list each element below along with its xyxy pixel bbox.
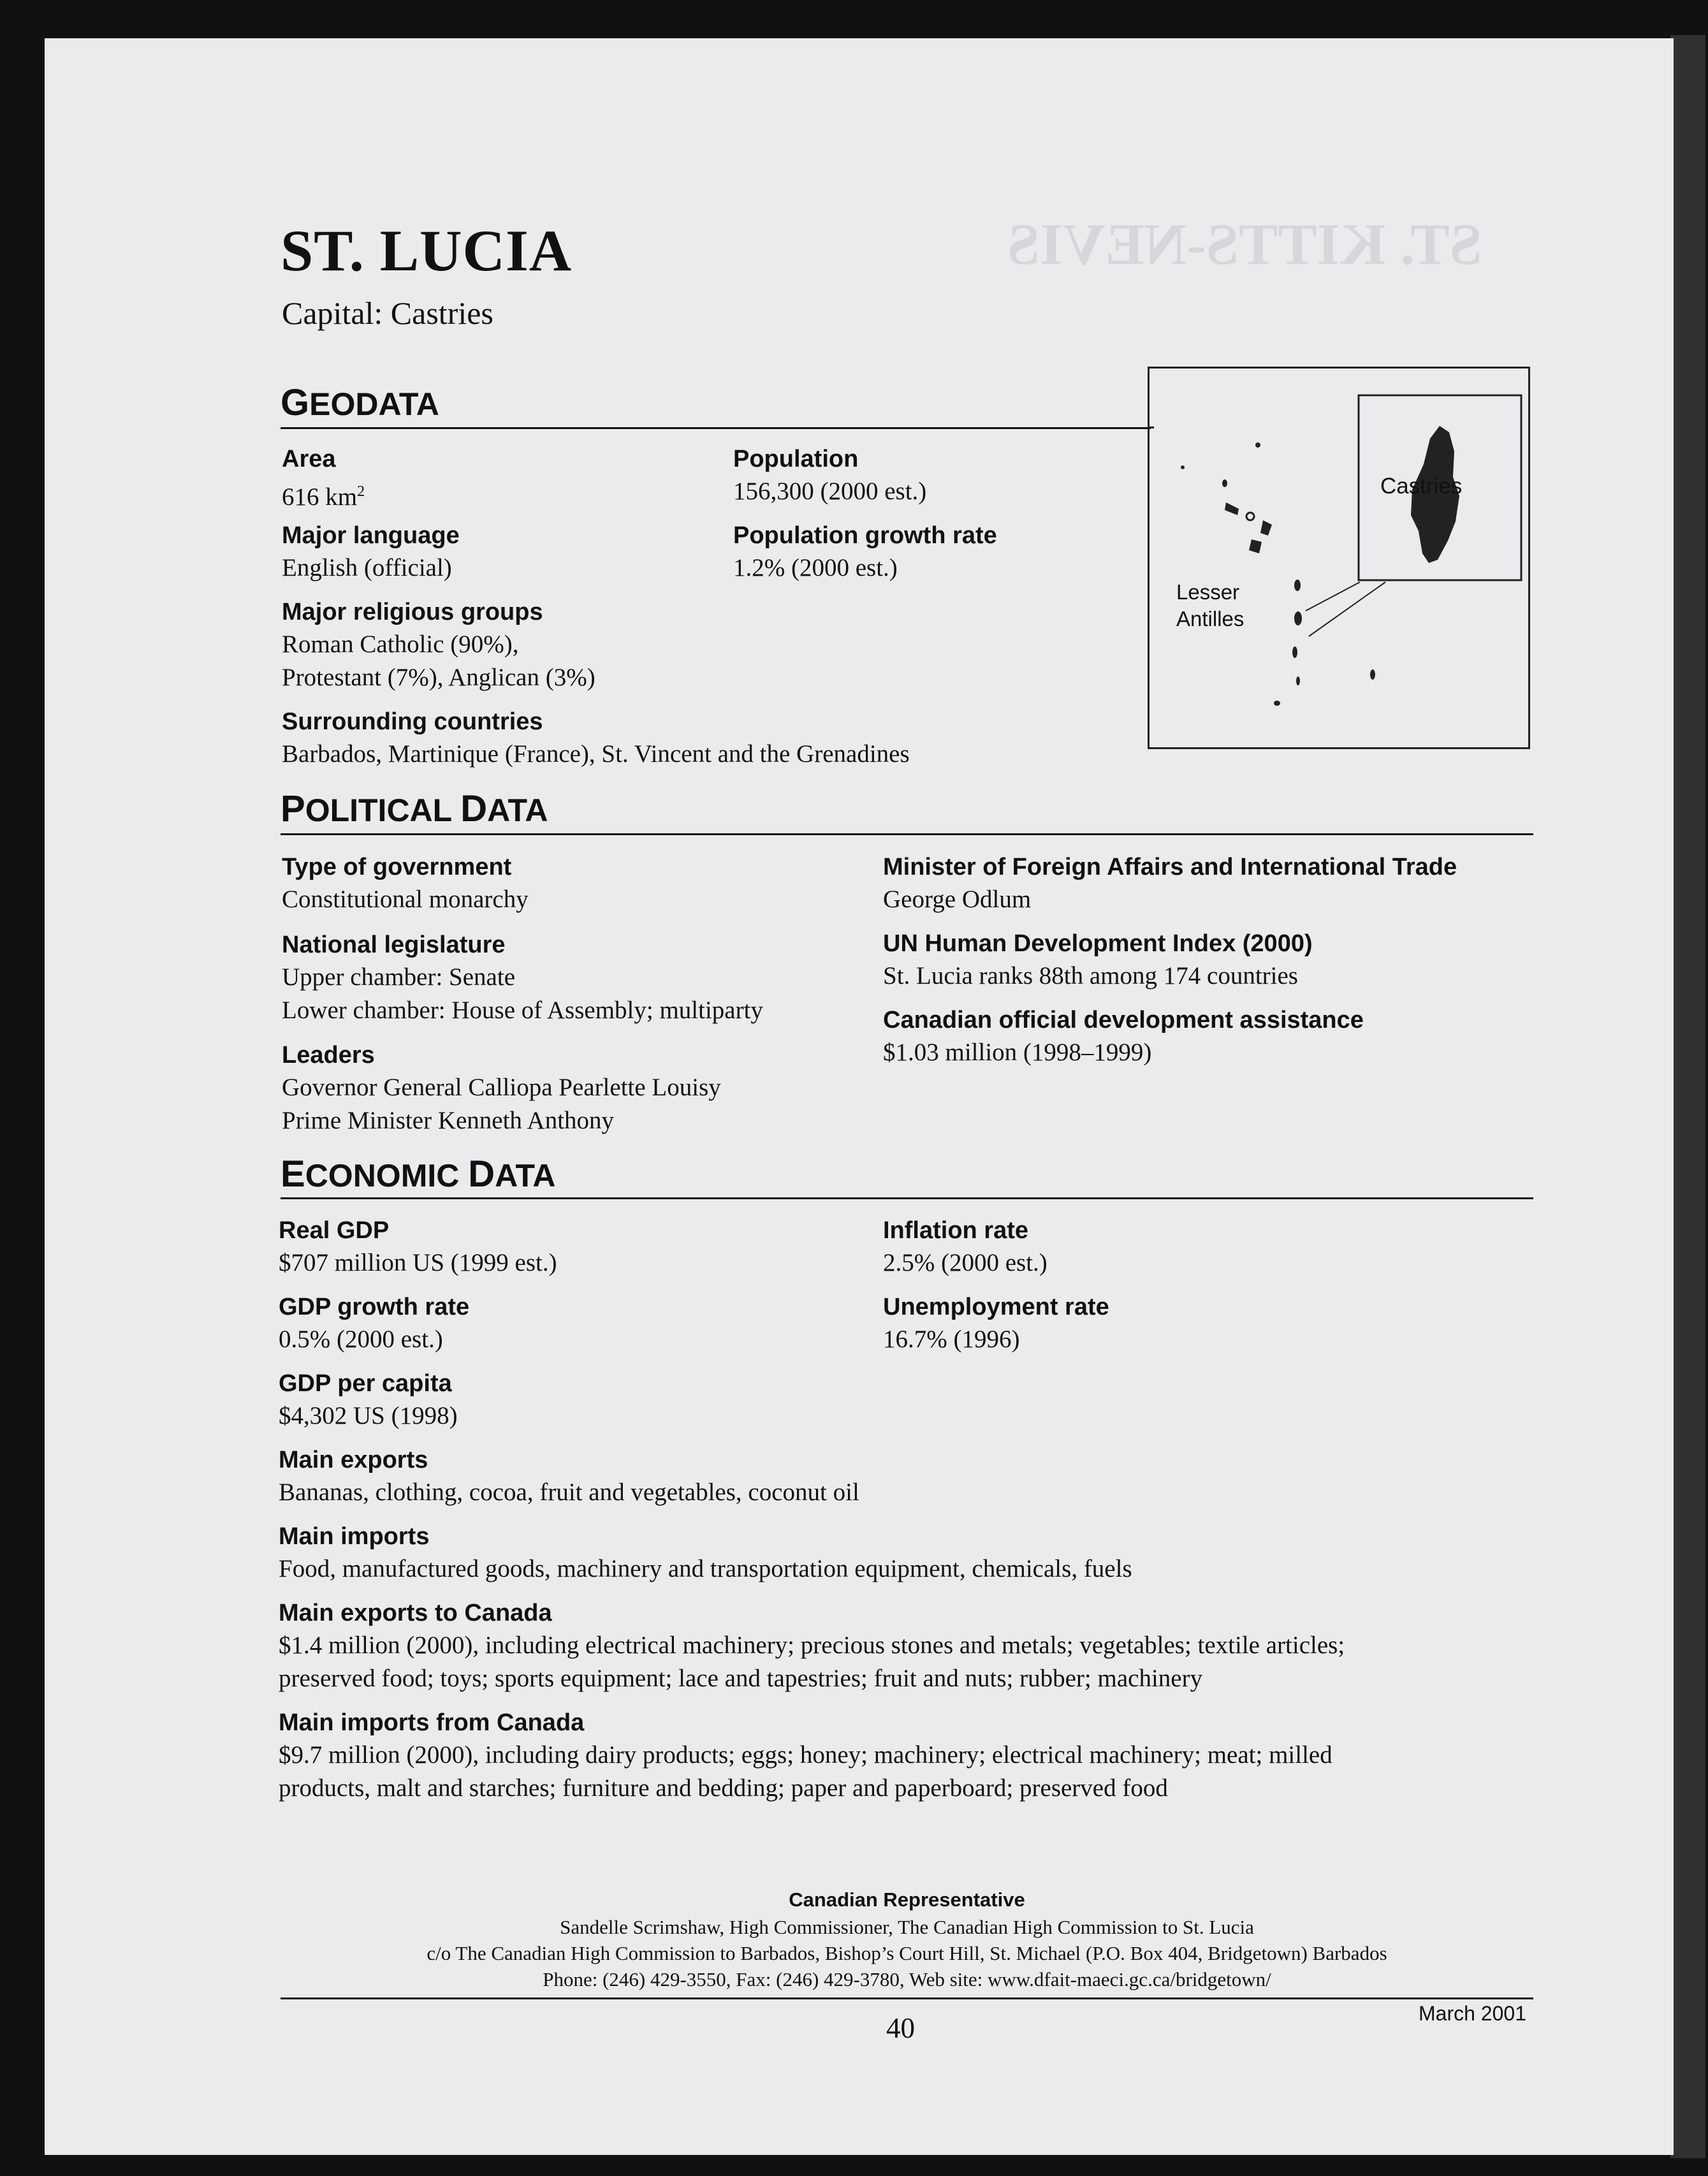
- surrounding-label: Surrounding countries: [282, 708, 543, 735]
- map-graphic: [1150, 369, 1528, 747]
- religion-field: [282, 596, 595, 694]
- exports-canada-field: [279, 1597, 1345, 1695]
- island-dot: [1370, 669, 1375, 680]
- island-dot: [1296, 676, 1300, 685]
- representative-heading: Canadian Representative: [789, 1888, 1025, 1911]
- pointer-line-2: [1309, 582, 1385, 636]
- gdp-capita-field: [279, 1368, 458, 1433]
- island-dot: [1181, 465, 1185, 469]
- hdi-value: St. Lucia ranks 88th among 174 countries: [883, 962, 1298, 989]
- population-label: Population: [733, 446, 859, 472]
- real-gdp-label: Real GDP: [279, 1217, 390, 1244]
- political-heading: POLITICAL DATA: [281, 788, 548, 829]
- unemployment-label: Unemployment rate: [883, 1294, 1109, 1320]
- growth-label: Population growth rate: [733, 522, 997, 549]
- inflation-label: Inflation rate: [883, 1217, 1029, 1244]
- religion-value-1: Roman Catholic (90%),: [282, 631, 519, 658]
- island-dot: [1294, 580, 1301, 591]
- geodata-rule: [281, 427, 1151, 429]
- footer-date: March 2001: [1419, 2002, 1526, 2025]
- gdp-capita-label: GDP per capita: [279, 1370, 452, 1397]
- imports-canada-value-2: products, malt and starches; furniture and bedding; paper and paperboard; preserved food: [279, 1774, 1168, 1802]
- oda-value: $1.03 million (1998–1999): [883, 1039, 1152, 1066]
- minister-label: Minister of Foreign Affairs and International Trade: [883, 854, 1457, 880]
- representative-line-1: Sandelle Scrimshaw, High Commissioner, The Canadian High Commission to St. Lucia: [560, 1916, 1254, 1938]
- country-title: ST. LUCIA: [281, 218, 573, 283]
- growth-field: [733, 520, 997, 585]
- exports-canada-value-1: $1.4 million (2000), including electrical machinery; precious stones and metals; vegetables; textile articles;: [279, 1632, 1345, 1659]
- hdi-label: UN Human Development Index (2000): [883, 930, 1313, 957]
- unemployment-field: [883, 1291, 1109, 1356]
- legislature-field: [282, 929, 763, 1027]
- religion-label: Major religious groups: [282, 599, 543, 625]
- legislature-value-1: Upper chamber: Senate: [282, 963, 516, 991]
- leaders-value-2: Prime Minister Kenneth Anthony: [282, 1107, 615, 1134]
- island-dot: [1292, 646, 1297, 658]
- imports-value: Food, manufactured goods, machinery and transportation equipment, chemicals, fuels: [279, 1555, 1132, 1582]
- gdp-growth-field: [279, 1291, 469, 1356]
- gdp-growth-value: 0.5% (2000 est.): [279, 1325, 443, 1353]
- island-dot: [1260, 520, 1272, 536]
- imports-canada-field: [279, 1707, 1332, 1805]
- oda-label: Canadian official development assistance: [883, 1007, 1364, 1033]
- exports-canada-value-2: preserved food; toys; sports equipment; lace and tapestries; fruit and nuts; rubber; machinery: [279, 1665, 1203, 1692]
- government-field: [282, 851, 529, 916]
- economic-heading: ECONOMIC DATA: [281, 1153, 556, 1195]
- inflation-field: [883, 1215, 1047, 1280]
- imports-canada-label: Main imports from Canada: [279, 1709, 585, 1736]
- oda-field: [883, 1004, 1364, 1069]
- area-field: [282, 443, 365, 514]
- political-rule: [281, 833, 1533, 835]
- hdi-field: [883, 928, 1313, 993]
- legislature-value-2: Lower chamber: House of Assembly; multiparty: [282, 997, 763, 1024]
- gdp-growth-label: GDP growth rate: [279, 1294, 470, 1320]
- imports-field: [279, 1521, 1132, 1586]
- exports-value: Bananas, clothing, cocoa, fruit and vegetables, coconut oil: [279, 1479, 859, 1506]
- unemployment-value: 16.7% (1996): [883, 1325, 1020, 1353]
- religion-value-2: Protestant (7%), Anglican (3%): [282, 664, 595, 691]
- island-dot: [1274, 701, 1280, 706]
- surrounding-field: [282, 706, 910, 771]
- footer-rule: [281, 1997, 1533, 1999]
- reverse-page-show-through: ST. KITTS-NEVIS: [1007, 212, 1482, 277]
- government-value: Constitutional monarchy: [282, 886, 529, 913]
- language-value: English (official): [282, 554, 452, 581]
- map-capital-label: Castries: [1380, 474, 1463, 499]
- leaders-field: [282, 1039, 721, 1137]
- map-region-label: Lesser Antilles: [1176, 580, 1245, 631]
- island-dot: [1246, 513, 1254, 520]
- economic-rule: [281, 1197, 1533, 1199]
- language-field: [282, 520, 460, 585]
- population-value: 156,300 (2000 est.): [733, 478, 927, 505]
- minister-value: George Odlum: [883, 886, 1032, 913]
- locator-map: [1148, 367, 1530, 749]
- imports-label: Main imports: [279, 1523, 430, 1550]
- island-dot: [1222, 479, 1227, 487]
- island-dot: [1249, 539, 1262, 553]
- page-edge: [1670, 35, 1705, 2158]
- island-dot: [1255, 442, 1260, 448]
- area-value: 616 $km^2$: [282, 483, 365, 511]
- gdp-capita-value: $4,302 US (1998): [279, 1402, 458, 1429]
- island-dot: [1294, 611, 1302, 625]
- growth-value: 1.2% (2000 est.): [733, 554, 898, 581]
- representative-line-3: Phone: (246) 429-3550, Fax: (246) 429-3780, Web site: www.dfait-maeci.gc.ca/bridgetown/: [543, 1968, 1271, 1990]
- inflation-value: 2.5% (2000 est.): [883, 1249, 1047, 1276]
- geodata-heading: GEODATA: [281, 382, 439, 423]
- real-gdp-value: $707 million US (1999 est.): [279, 1249, 557, 1276]
- page-number: 40: [886, 2012, 915, 2044]
- legislature-label: National legislature: [282, 931, 506, 958]
- language-label: Major language: [282, 522, 460, 549]
- leaders-value-1: Governor General Calliopa Pearlette Louisy: [282, 1074, 721, 1101]
- capital-line: Capital: Castries: [282, 295, 493, 331]
- representative-line-2: c/o The Canadian High Commission to Barbados, Bishop’s Court Hill, St. Michael (P.O. Box 404, Bridgetown) Barbados: [427, 1942, 1387, 1964]
- population-field: [733, 443, 926, 508]
- leaders-label: Leaders: [282, 1042, 375, 1069]
- surrounding-value: Barbados, Martinique (France), St. Vincent and the Grenadines: [282, 740, 910, 768]
- imports-canada-value-1: $9.7 million (2000), including dairy products; eggs; honey; machinery; electrical machinery; meat; milled: [279, 1741, 1332, 1769]
- exports-canada-label: Main exports to Canada: [279, 1600, 552, 1626]
- real-gdp-field: [279, 1215, 557, 1280]
- exports-label: Main exports: [279, 1447, 428, 1473]
- area-label: Area: [282, 446, 336, 472]
- minister-field: [883, 851, 1457, 916]
- exports-field: [279, 1444, 859, 1509]
- government-label: Type of government: [282, 854, 512, 880]
- island-dot: [1225, 502, 1239, 515]
